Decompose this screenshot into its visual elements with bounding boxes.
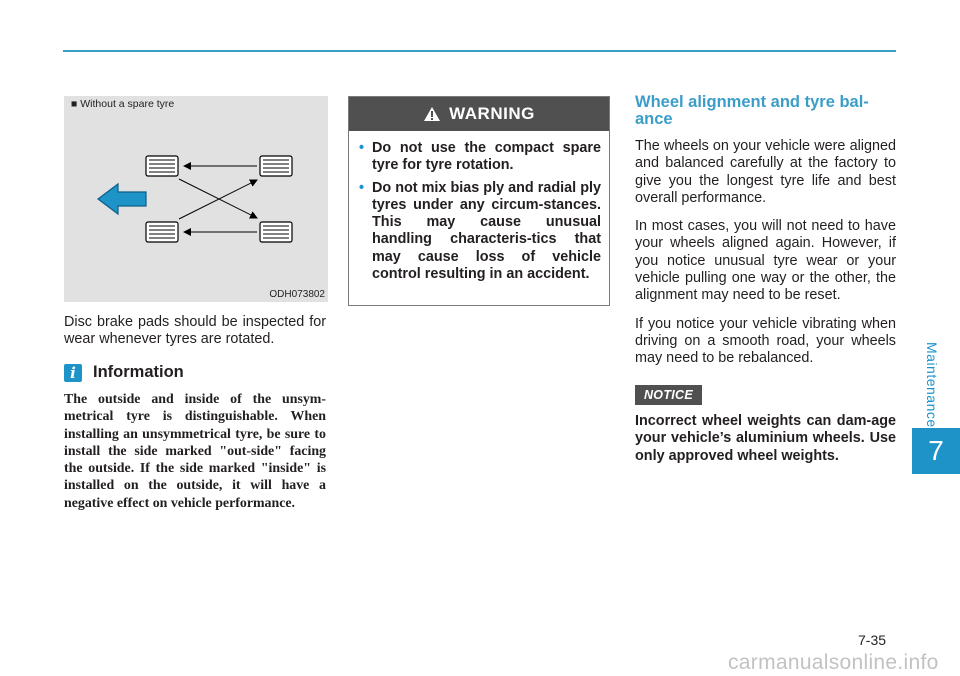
top-rule	[63, 50, 896, 52]
information-body: The outside and inside of the unsym-metrical tyre is distinguishable. When installing an unsymmetrical tyre, be sure to install the side marked "out-side" facing the outside. If the side marked "inside" is installed on the outside, it will have a negative effect on vehicle performance.	[64, 392, 326, 511]
notice-badge: NOTICE	[635, 385, 702, 405]
section-label: Maintenance	[924, 342, 940, 428]
information-heading	[64, 363, 184, 382]
tyre-rotation-figure	[64, 96, 328, 302]
warning-box	[348, 96, 610, 306]
front-right-tyre-icon	[260, 156, 292, 176]
rear-left-tyre-icon	[146, 222, 178, 242]
information-title: Information	[93, 363, 184, 381]
tyre-rotation-diagram	[64, 96, 328, 302]
left-column-text	[64, 314, 326, 360]
rotation-arrows-icon	[179, 166, 257, 232]
paragraph: In most cases, you will not need to have your wheels aligned again. However, if you notice unusual tyre wear or your vehicle pulling one way or the other, the alignment may need to be reset.	[635, 218, 896, 304]
page-number: 7-35	[858, 632, 887, 648]
chapter-tab[interactable]: 7	[912, 428, 960, 474]
right-column-text	[635, 138, 896, 379]
warning-item-text: Do not use the compact spare tyre for tyre rotation.	[372, 140, 601, 174]
direction-arrow-icon	[98, 184, 146, 214]
warning-item	[359, 140, 601, 175]
info-icon: i	[64, 364, 82, 382]
section-title: Wheel alignment and tyre bal-ance	[635, 93, 869, 128]
warning-item	[359, 180, 601, 284]
rear-right-tyre-icon	[260, 222, 292, 242]
bullet-icon: •	[359, 179, 365, 196]
figure-code: ODH073802	[269, 289, 325, 300]
paragraph: If you notice your vehicle vibrating when driving on a smooth road, your wheels may need to be rebalanced.	[635, 315, 896, 367]
front-left-tyre-icon	[146, 156, 178, 176]
warning-header	[349, 97, 609, 131]
paragraph: Disc brake pads should be inspected for wear whenever tyres are rotated.	[64, 314, 326, 348]
notice-text: Incorrect wheel weights can dam-age your vehicle’s aluminium wheels. Use only approved wheel weights.	[635, 413, 896, 464]
warning-triangle-icon	[423, 106, 441, 122]
warning-item-text: Do not mix bias ply and radial ply tyres under any circum-stances. This may cause unusual handling characteris-tics that may cause loss of vehicle control resulting in an accident.	[372, 179, 601, 283]
warning-list	[349, 131, 609, 283]
warning-title: WARNING	[449, 104, 535, 123]
bullet-icon: •	[359, 140, 365, 156]
paragraph: The wheels on your vehicle were aligned and balanced carefully at the factory to give you the longest tyre life and best overall performance.	[635, 138, 896, 206]
figure-caption: ■ Without a spare tyre	[71, 98, 175, 110]
watermark[interactable]: carmanualsonline.info	[728, 651, 939, 674]
